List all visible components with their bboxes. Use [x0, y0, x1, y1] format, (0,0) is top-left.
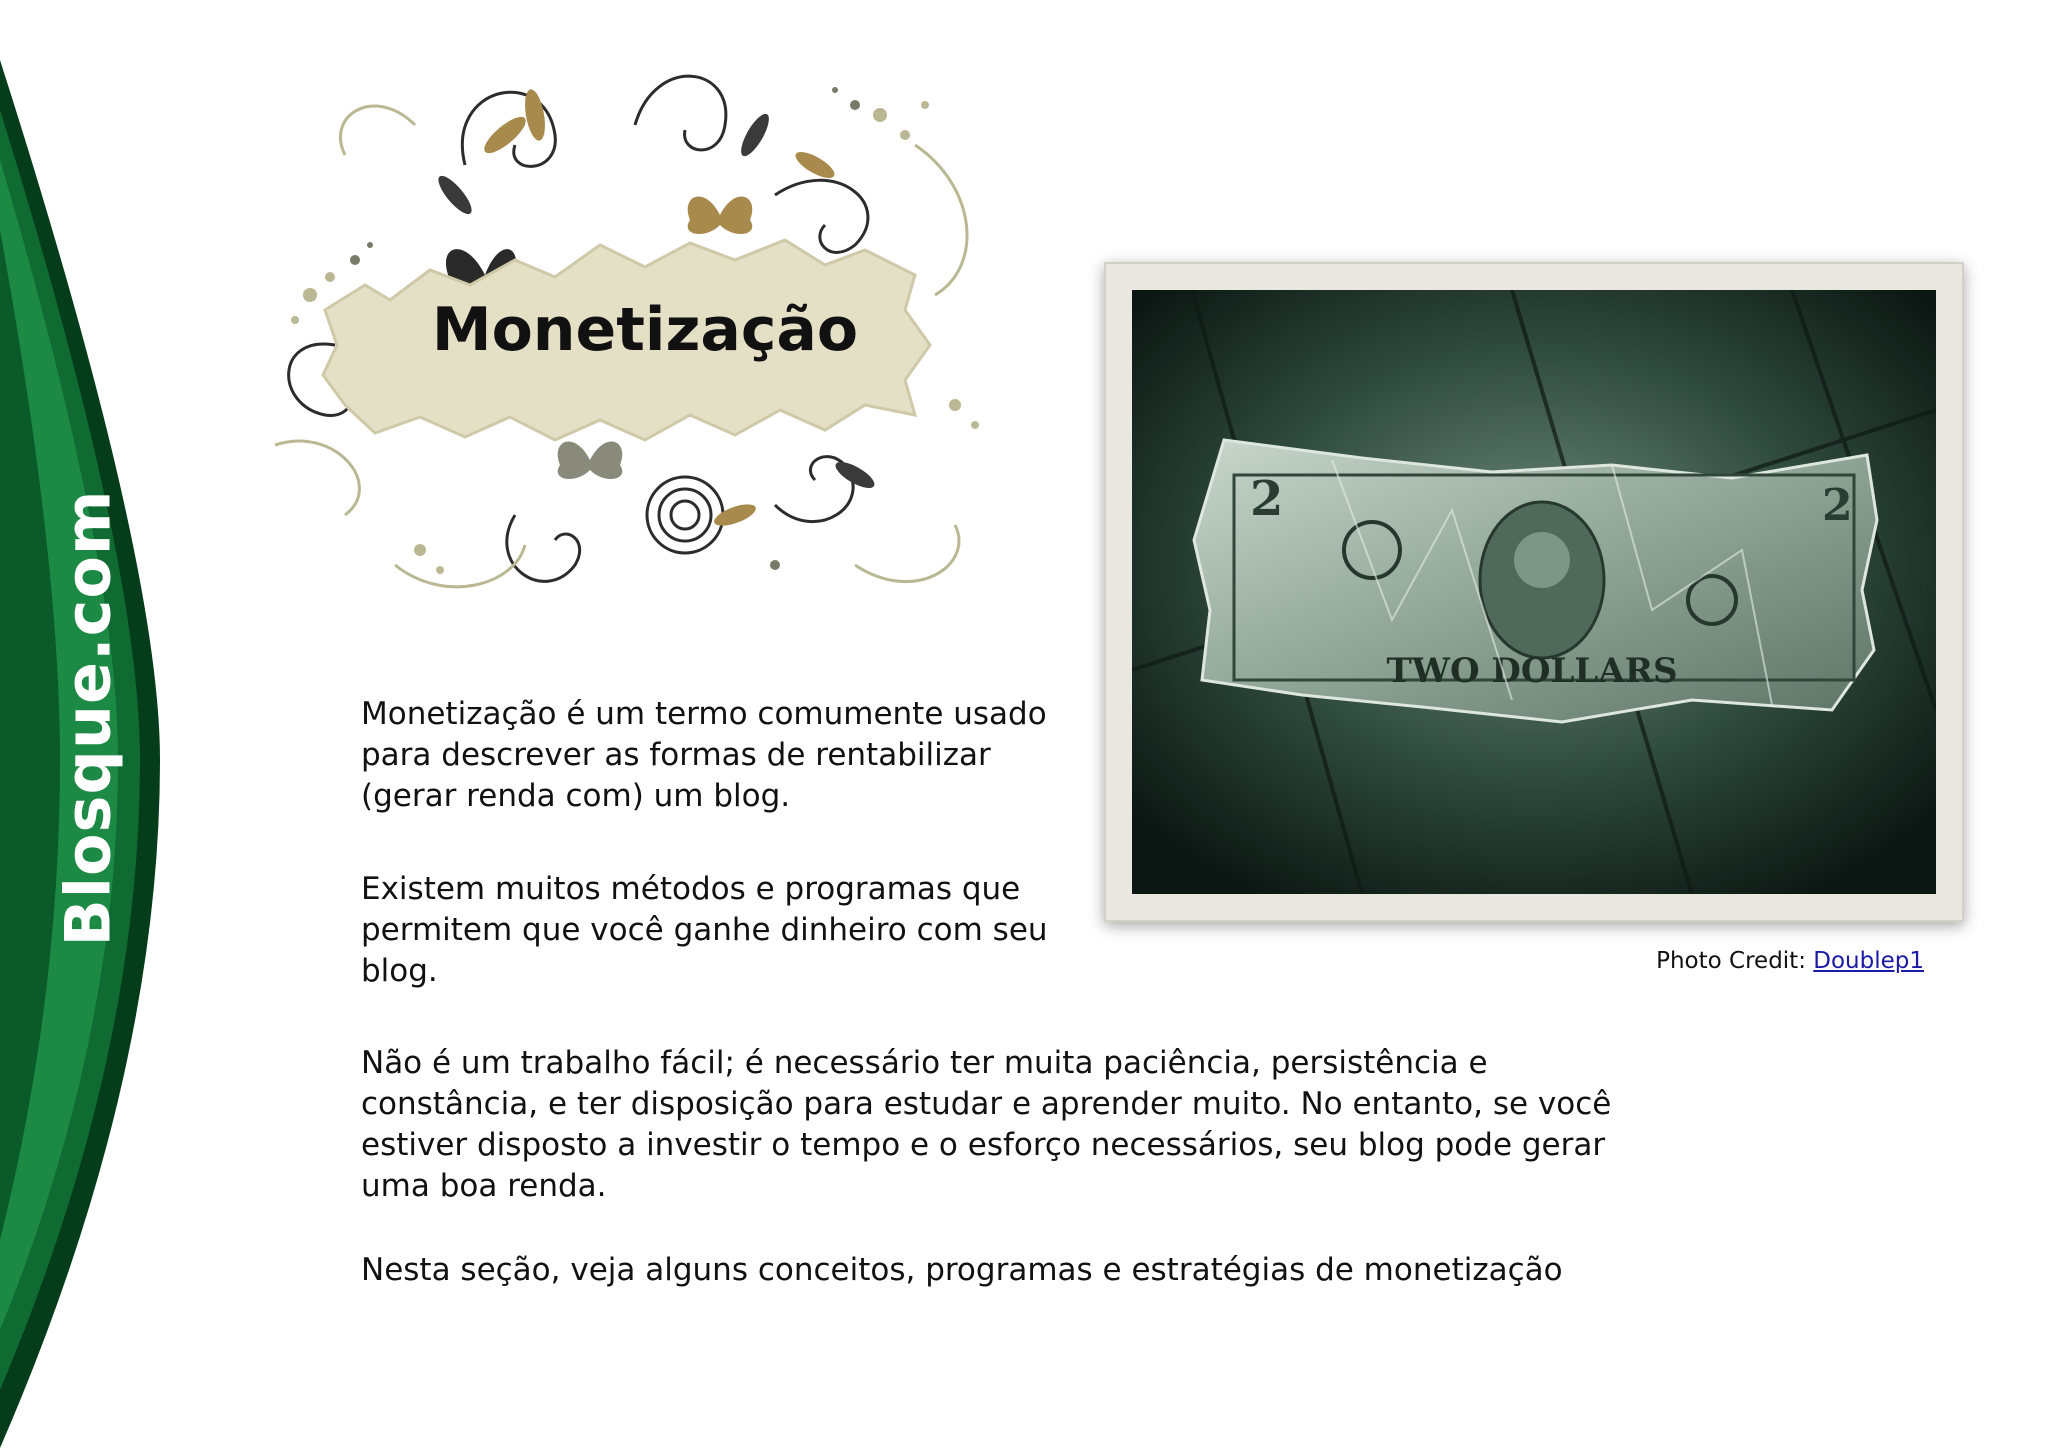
page-title: Monetização	[431, 295, 859, 365]
svg-text:2: 2	[1822, 480, 1853, 531]
two-dollar-bill	[1194, 440, 1877, 722]
money-photo	[1132, 290, 1936, 894]
photo-credit-link[interactable]: Doublep1	[1813, 948, 1924, 974]
effort-paragraph: Não é um trabalho fácil; é necessário ter muita paciência, persistência e constância, e ter disposição para estudar e aprender muito. No entanto, se você estiver disposto a investir o tempo e o esforço necessários, seu blog pode gerar uma boa renda.	[361, 1045, 1612, 1204]
brand-logo-text[interactable]: Blosque.com	[51, 489, 125, 947]
section-intro-paragraph: Nesta seção, veja alguns conceitos, programas e estratégias de monetização	[361, 1252, 1563, 1288]
photo-credit-label: Photo Credit:	[1656, 948, 1806, 974]
photo-frame	[1104, 262, 1964, 922]
bill-text: TWO DOLLARS	[1386, 651, 1678, 691]
methods-paragraph: Existem muitos métodos e programas que permitem que você ganhe dinheiro com seu blog.	[361, 871, 1048, 989]
photo-credit	[1656, 948, 1924, 974]
intro-paragraph: Monetização é um termo comumente usado para descrever as formas de rentabilizar (gerar renda com) um blog.	[361, 696, 1047, 814]
svg-text:2: 2	[1250, 471, 1284, 527]
